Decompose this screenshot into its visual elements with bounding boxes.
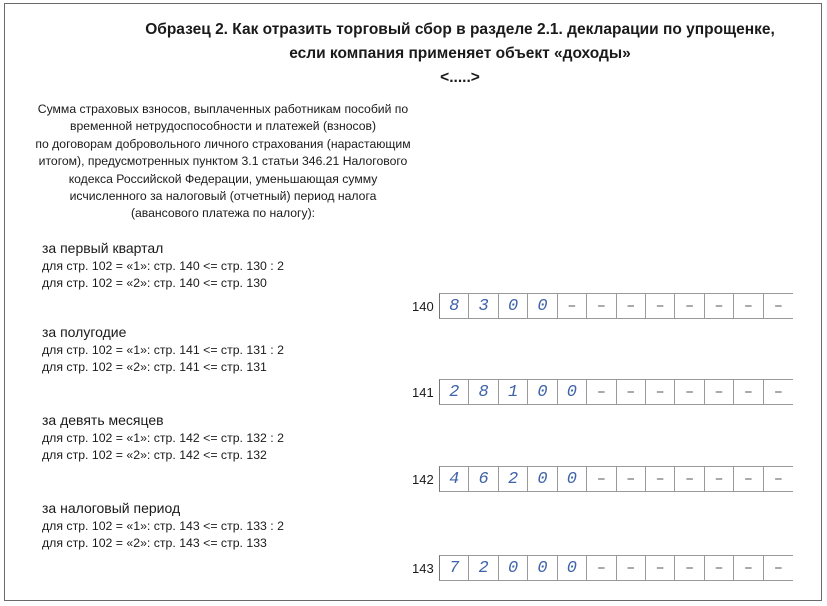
condition-line: для стр. 102 = «2»: стр. 141 <= стр. 131	[42, 360, 267, 374]
line-code-142: 142	[412, 472, 434, 487]
value-cells-141	[439, 379, 793, 405]
value-cell: –	[646, 380, 675, 404]
value-cell: –	[773, 383, 783, 401]
value-cell: 3	[469, 294, 498, 318]
value-cell: –	[587, 467, 616, 491]
value-cell: 6	[469, 467, 498, 491]
intro-line: по договорам добровольного личного страхования (нарастающим	[35, 136, 411, 151]
line-code-140: 140	[412, 299, 434, 314]
value-cell: 8	[440, 294, 469, 318]
line-code-143: 143	[412, 561, 434, 576]
condition-line: для стр. 102 = «1»: стр. 142 <= стр. 132 : 2	[42, 431, 284, 445]
value-cell: 0	[558, 380, 587, 404]
condition-line: для стр. 102 = «1»: стр. 143 <= стр. 133 : 2	[42, 519, 284, 533]
value-cell: 8	[469, 380, 498, 404]
value-cell: –	[646, 467, 675, 491]
value-cell: –	[734, 467, 763, 491]
value-cell: –	[705, 467, 734, 491]
value-cell: –	[705, 294, 734, 318]
condition-line: для стр. 102 = «2»: стр. 140 <= стр. 130	[42, 276, 267, 290]
value-cell: 0	[528, 380, 557, 404]
value-cell: 0	[558, 467, 587, 491]
value-cell: –	[675, 380, 704, 404]
value-cell: –	[558, 294, 587, 318]
value-cell: 1	[499, 380, 528, 404]
value-cell: –	[587, 556, 616, 580]
condition-line: для стр. 102 = «1»: стр. 141 <= стр. 131 : 2	[42, 343, 284, 357]
value-cell: –	[617, 380, 646, 404]
value-cell: –	[773, 559, 783, 577]
section-heading: за налоговый период	[42, 500, 181, 516]
value-cell: –	[617, 556, 646, 580]
value-cell: 2	[440, 380, 469, 404]
section-tax-period	[42, 499, 402, 552]
value-cell: –	[773, 297, 783, 315]
value-cell: 2	[469, 556, 498, 580]
value-cell: 4	[440, 467, 469, 491]
document-title-line-1: Образец 2. Как отразить торговый сбор в разделе 2.1. декларации по упрощенке,	[145, 21, 775, 38]
value-cell: –	[587, 294, 616, 318]
section-first-quarter	[42, 239, 402, 292]
line-code-141: 141	[412, 385, 434, 400]
section-heading: за первый квартал	[42, 240, 164, 256]
value-cell: –	[675, 294, 704, 318]
value-cell: –	[646, 294, 675, 318]
condition-line: для стр. 102 = «1»: стр. 140 <= стр. 130 : 2	[42, 259, 284, 273]
value-cells-143	[439, 555, 793, 581]
value-cell: –	[675, 556, 704, 580]
value-cell: –	[734, 556, 763, 580]
value-cell: 0	[499, 294, 528, 318]
value-cell: –	[705, 380, 734, 404]
intro-line: (авансового платежа по налогу):	[130, 206, 316, 221]
value-cell: –	[646, 556, 675, 580]
intro-line: кодекса Российской Федерации, уменьшающая сумму	[68, 171, 378, 186]
intro-line: итогом), предусмотренных пунктом 3.1 статьи 346.21 Налогового	[38, 154, 408, 169]
intro-line: временной нетрудоспособности и платежей (взносов)	[69, 119, 377, 134]
value-cells-142	[439, 466, 793, 492]
value-cell: –	[617, 294, 646, 318]
section-heading: за девять месяцев	[42, 412, 164, 428]
value-cell: 2	[499, 467, 528, 491]
value-cell: 0	[528, 467, 557, 491]
value-cell: –	[587, 380, 616, 404]
intro-description	[34, 101, 412, 223]
section-heading: за полугодие	[42, 324, 127, 340]
section-nine-months	[42, 411, 402, 464]
value-cell: 0	[558, 556, 587, 580]
value-cell: –	[617, 467, 646, 491]
omission-marker: <.....>	[440, 69, 480, 86]
value-cell: –	[675, 467, 704, 491]
intro-line: исчисленного за налоговый (отчетный) период налога	[69, 189, 377, 204]
document-title-line-2: если компания применяет объект «доходы»	[289, 45, 631, 62]
value-cell: 0	[528, 556, 557, 580]
value-cell: 0	[528, 294, 557, 318]
value-cell: –	[734, 294, 763, 318]
value-cell: 7	[440, 556, 469, 580]
condition-line: для стр. 102 = «2»: стр. 143 <= стр. 133	[42, 536, 267, 550]
value-cells-140	[439, 293, 793, 319]
condition-line: для стр. 102 = «2»: стр. 142 <= стр. 132	[42, 448, 267, 462]
value-cell: 0	[499, 556, 528, 580]
value-cell: –	[734, 380, 763, 404]
section-half-year	[42, 323, 402, 376]
value-cell: –	[773, 470, 783, 488]
intro-line: Сумма страховых взносов, выплаченных работникам пособий по	[37, 102, 409, 116]
value-cell: –	[705, 556, 734, 580]
